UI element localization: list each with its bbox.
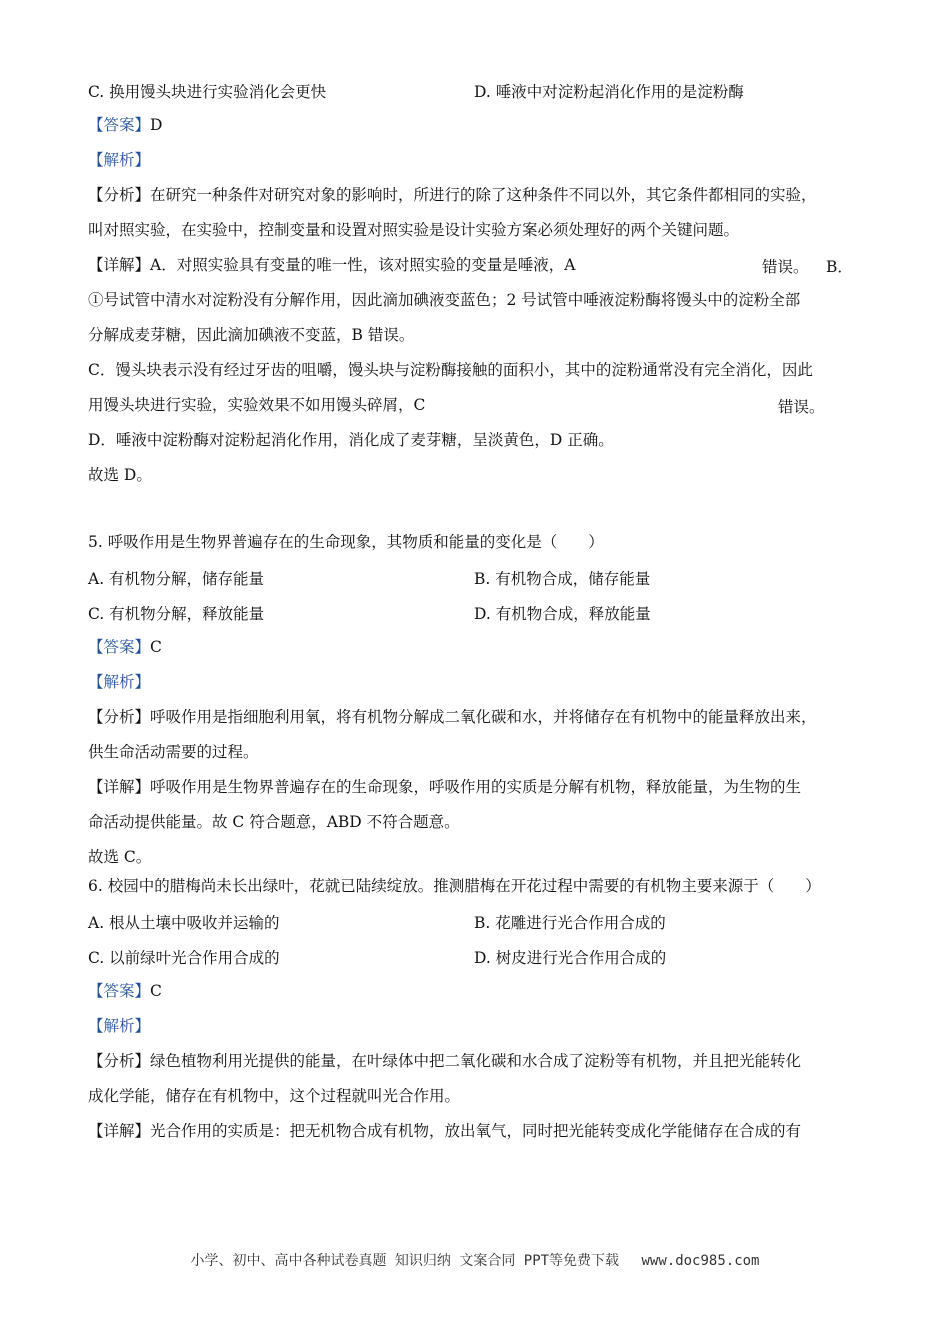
q5-option-d: D. 有机物合成，释放能量 bbox=[474, 605, 651, 623]
q5-conclusion: 故选 C。 bbox=[88, 848, 152, 866]
q6-option-a: A. 根从土壤中吸收并运输的 bbox=[88, 914, 280, 932]
q4-conclusion: 故选 D。 bbox=[88, 466, 152, 484]
page-footer: 小学、初中、高中各种试卷真题 知识归纳 文案合同 PPT等免费下载 www.doc985.com bbox=[190, 1253, 760, 1269]
fenxi-text: 呼吸作用是指细胞利用氧，将有机物分解成二氧化碳和水，并将储存在有机物中的能量释放出来， bbox=[150, 708, 817, 726]
q6-fenxi-2: 成化学能，储存在有机物中，这个过程就叫光合作用。 bbox=[88, 1087, 461, 1105]
detail-label: 【详解】 bbox=[88, 256, 151, 274]
q4-option-d: D. 唾液中对淀粉起消化作用的是淀粉酶 bbox=[474, 83, 744, 101]
answer-value: D bbox=[150, 116, 163, 134]
q5-stem: 5. 呼吸作用是生物界普遍存在的生命现象，其物质和能量的变化是（ ） bbox=[88, 533, 604, 551]
q4-detail-1-b: B． bbox=[826, 258, 853, 276]
q6-option-d: D. 树皮进行光合作用合成的 bbox=[474, 949, 667, 967]
q4-detail-1 bbox=[88, 255, 575, 275]
q4-detail-6: D．唾液中淀粉酶对淀粉起消化作用，消化成了麦芽糖，呈淡黄色，D 正确。 bbox=[88, 431, 614, 449]
q4-fenxi-1 bbox=[88, 185, 817, 205]
detail-label: 【详解】 bbox=[88, 778, 151, 796]
fenxi-label: 【分析】 bbox=[88, 708, 151, 726]
q5-option-a: A. 有机物分解，储存能量 bbox=[88, 570, 265, 588]
q6-stem: 6. 校园中的腊梅尚未长出绿叶，花就已陆续绽放。推测腊梅在开花过程中需要的有机物主要来源于（ ） bbox=[88, 877, 821, 895]
detail-text: A．对照实验具有变量的唯一性，该对照实验的变量是唾液，A bbox=[150, 256, 576, 274]
q5-fenxi-2: 供生命活动需要的过程。 bbox=[88, 743, 259, 761]
q5-analysis-label: 【解析】 bbox=[88, 673, 151, 691]
q6-answer bbox=[88, 981, 162, 1001]
q6-fenxi-1 bbox=[88, 1051, 801, 1071]
q5-detail-2: 命活动提供能量。故 C 符合题意，ABD 不符合题意。 bbox=[88, 813, 460, 831]
answer-value: C bbox=[150, 982, 162, 1000]
q5-option-b: B. 有机物合成，储存能量 bbox=[474, 570, 651, 588]
answer-label: 【答案】 bbox=[88, 982, 151, 1000]
q4-detail-1-tail: 错误。 bbox=[762, 258, 809, 276]
q4-detail-5: 用馒头块进行实验，实验效果不如用馒头碎屑，C bbox=[88, 396, 426, 414]
q4-analysis-label: 【解析】 bbox=[88, 151, 151, 169]
q6-detail-1 bbox=[88, 1121, 801, 1141]
q4-detail-2: ①号试管中清水对淀粉没有分解作用，因此滴加碘液变蓝色；2 号试管中唾液淀粉酶将馒头中的淀粉全部 bbox=[88, 291, 801, 309]
q6-analysis-label: 【解析】 bbox=[88, 1017, 151, 1035]
q6-option-c: C. 以前绿叶光合作用合成的 bbox=[88, 949, 280, 967]
q6-option-b: B. 花雕进行光合作用合成的 bbox=[474, 914, 666, 932]
answer-label: 【答案】 bbox=[88, 638, 151, 656]
answer-label: 【答案】 bbox=[88, 116, 151, 134]
fenxi-label: 【分析】 bbox=[88, 186, 151, 204]
q4-answer bbox=[88, 115, 162, 135]
q4-detail-5-tail: 错误。 bbox=[778, 398, 825, 416]
q5-fenxi-1 bbox=[88, 707, 817, 727]
detail-text: 呼吸作用是生物界普遍存在的生命现象，呼吸作用的实质是分解有机物，释放能量，为生物的生 bbox=[150, 778, 802, 796]
q5-answer bbox=[88, 637, 162, 657]
q4-detail-4: C．馒头块表示没有经过牙齿的咀嚼，馒头块与淀粉酶接触的面积小，其中的淀粉通常没有完全消化，因此 bbox=[88, 361, 813, 379]
q4-fenxi-2: 叫对照实验，在实验中，控制变量和设置对照实验是设计实验方案必须处理好的两个关键问题。 bbox=[88, 221, 740, 239]
fenxi-label: 【分析】 bbox=[88, 1052, 151, 1070]
fenxi-text: 在研究一种条件对研究对象的影响时，所进行的除了这种条件不同以外，其它条件都相同的实验， bbox=[150, 186, 817, 204]
q4-option-c: C. 换用馒头块进行实验消化会更快 bbox=[88, 83, 327, 101]
answer-value: C bbox=[150, 638, 162, 656]
q5-detail-1 bbox=[88, 777, 801, 797]
q4-detail-3: 分解成麦芽糖，因此滴加碘液不变蓝，B 错误。 bbox=[88, 326, 415, 344]
q5-option-c: C. 有机物分解，释放能量 bbox=[88, 605, 265, 623]
detail-label: 【详解】 bbox=[88, 1122, 151, 1140]
detail-text: 光合作用的实质是：把无机物合成有机物，放出氧气，同时把光能转变成化学能储存在合成的有 bbox=[150, 1122, 802, 1140]
fenxi-text: 绿色植物利用光提供的能量，在叶绿体中把二氧化碳和水合成了淀粉等有机物，并且把光能转化 bbox=[150, 1052, 802, 1070]
